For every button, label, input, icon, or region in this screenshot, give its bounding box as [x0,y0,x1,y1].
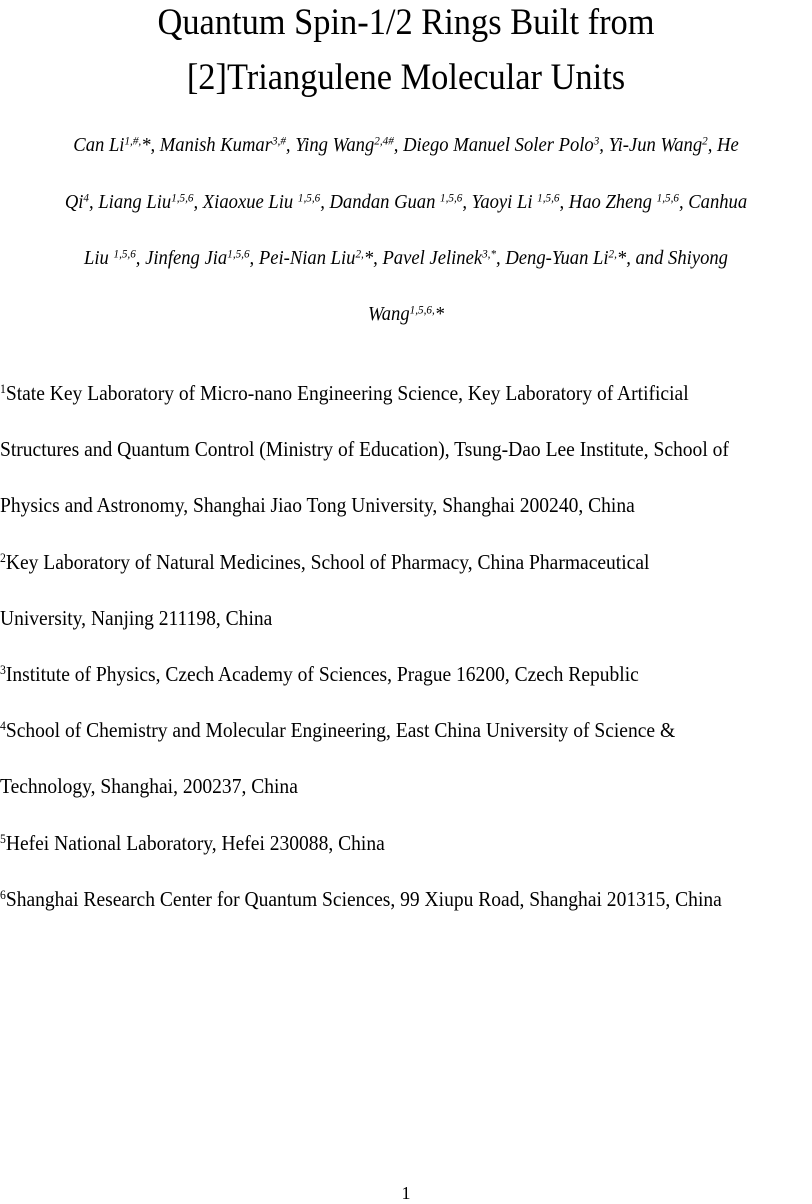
author-name: *, Manish Kumar [141,134,272,156]
affiliation-text: Institute of Physics, Czech Academy of Sciences, Prague 16200, Czech Republic [5,662,639,686]
affiliation-line [0,664,639,685]
author-name: , Pei-Nian Liu [249,247,356,269]
affiliation-line [0,608,272,629]
affiliation-number: 4 [0,719,6,734]
author-affiliation-marker: 3,* [482,246,497,261]
author-affiliation-marker: 4 [83,190,90,205]
author-name: Wang [367,303,410,325]
author-affiliation-marker: 1,5,6 [171,190,194,205]
author-line [28,304,783,324]
author-name: , Canhua [678,191,748,213]
author-name: Liu [84,247,114,269]
affiliation-text: School of Chemistry and Molecular Engineering, East China University of Science & [5,718,676,742]
paper-title-line-1: Quantum Spin-1/2 Rings Built from [157,2,655,43]
affiliation-number: 6 [0,888,6,903]
paper-title-line-2: [2]Triangulene Molecular Units [186,57,626,98]
author-line [28,248,783,268]
author-name: , Liang Liu [89,191,172,213]
author-name: , Yi-Jun Wang [599,134,703,156]
author-affiliation-marker: 1,5,6 [227,246,250,261]
affiliation-line [0,439,729,460]
author-affiliation-marker: 1,5,6 [440,190,463,205]
affiliation-line [0,552,649,573]
affiliation-number: 1 [0,382,6,397]
affiliation-text: Technology, Shanghai, 200237, China [0,774,298,798]
affiliation-number: 5 [0,832,6,847]
author-name: Qi [64,191,84,213]
author-name: , Xiaoxue Liu [193,191,298,213]
affiliation-text: Physics and Astronomy, Shanghai Jiao Tong University, Shanghai 200240, China [0,493,635,517]
author-line [28,192,783,212]
author-affiliation-marker: 1,5,6, [409,302,435,317]
author-affiliation-marker: 2,4# [374,133,394,148]
author-name: , Deng-Yuan Li [496,247,609,269]
author-name: , He [707,134,739,156]
affiliation-text: Hefei National Laboratory, Hefei 230088, China [5,831,385,855]
author-affiliation-marker: 1,5,6 [537,190,560,205]
affiliation-text: Key Laboratory of Natural Medicines, School of Pharmacy, China Pharmaceutical [5,550,650,574]
page-number: 1 [401,1183,411,1203]
affiliation-line [0,495,635,516]
author-line [28,135,783,155]
author-name: *, Pavel Jelinek [363,247,483,269]
author-affiliation-marker: 3,# [271,133,286,148]
affiliation-line [0,720,675,741]
affiliation-text: University, Nanjing 211198, China [0,606,273,630]
author-name: , Yaoyi Li [462,191,538,213]
author-name: , Ying Wang [285,134,375,156]
author-affiliation-marker: 2, [355,246,364,261]
affiliation-line [0,383,689,404]
affiliation-text: State Key Laboratory of Micro-nano Engineering Science, Key Laboratory of Artificial [5,381,689,405]
affiliation-number: 3 [0,663,6,678]
affiliation-text: Structures and Quantum Control (Ministry of Education), Tsung-Dao Lee Institute, School of [0,437,729,461]
author-name: *, and Shiyong [616,247,728,269]
affiliation-number: 2 [0,551,6,566]
author-affiliation-marker: 1,5,6 [656,190,679,205]
author-affiliation-marker: 2 [702,133,708,148]
author-name: , Hao Zheng [559,191,657,213]
affiliation-line [0,776,298,797]
author-name: , Jinfeng Jia [135,247,228,269]
author-affiliation-marker: 3 [593,133,600,148]
affiliation-line [0,889,722,910]
author-affiliation-marker: 1,5,6 [113,246,136,261]
author-affiliation-marker: 2, [608,246,617,261]
author-name: , Diego Manuel Soler Polo [393,134,594,156]
author-affiliation-marker: 1,#, [124,133,142,148]
author-name: Can Li [73,134,125,156]
affiliation-line [0,833,385,854]
author-name: * [434,303,445,325]
author-affiliation-marker: 1,5,6 [297,190,321,205]
author-name: , Dandan Guan [320,191,441,213]
affiliation-text: Shanghai Research Center for Quantum Sciences, 99 Xiupu Road, Shanghai 201315, China [5,887,722,911]
